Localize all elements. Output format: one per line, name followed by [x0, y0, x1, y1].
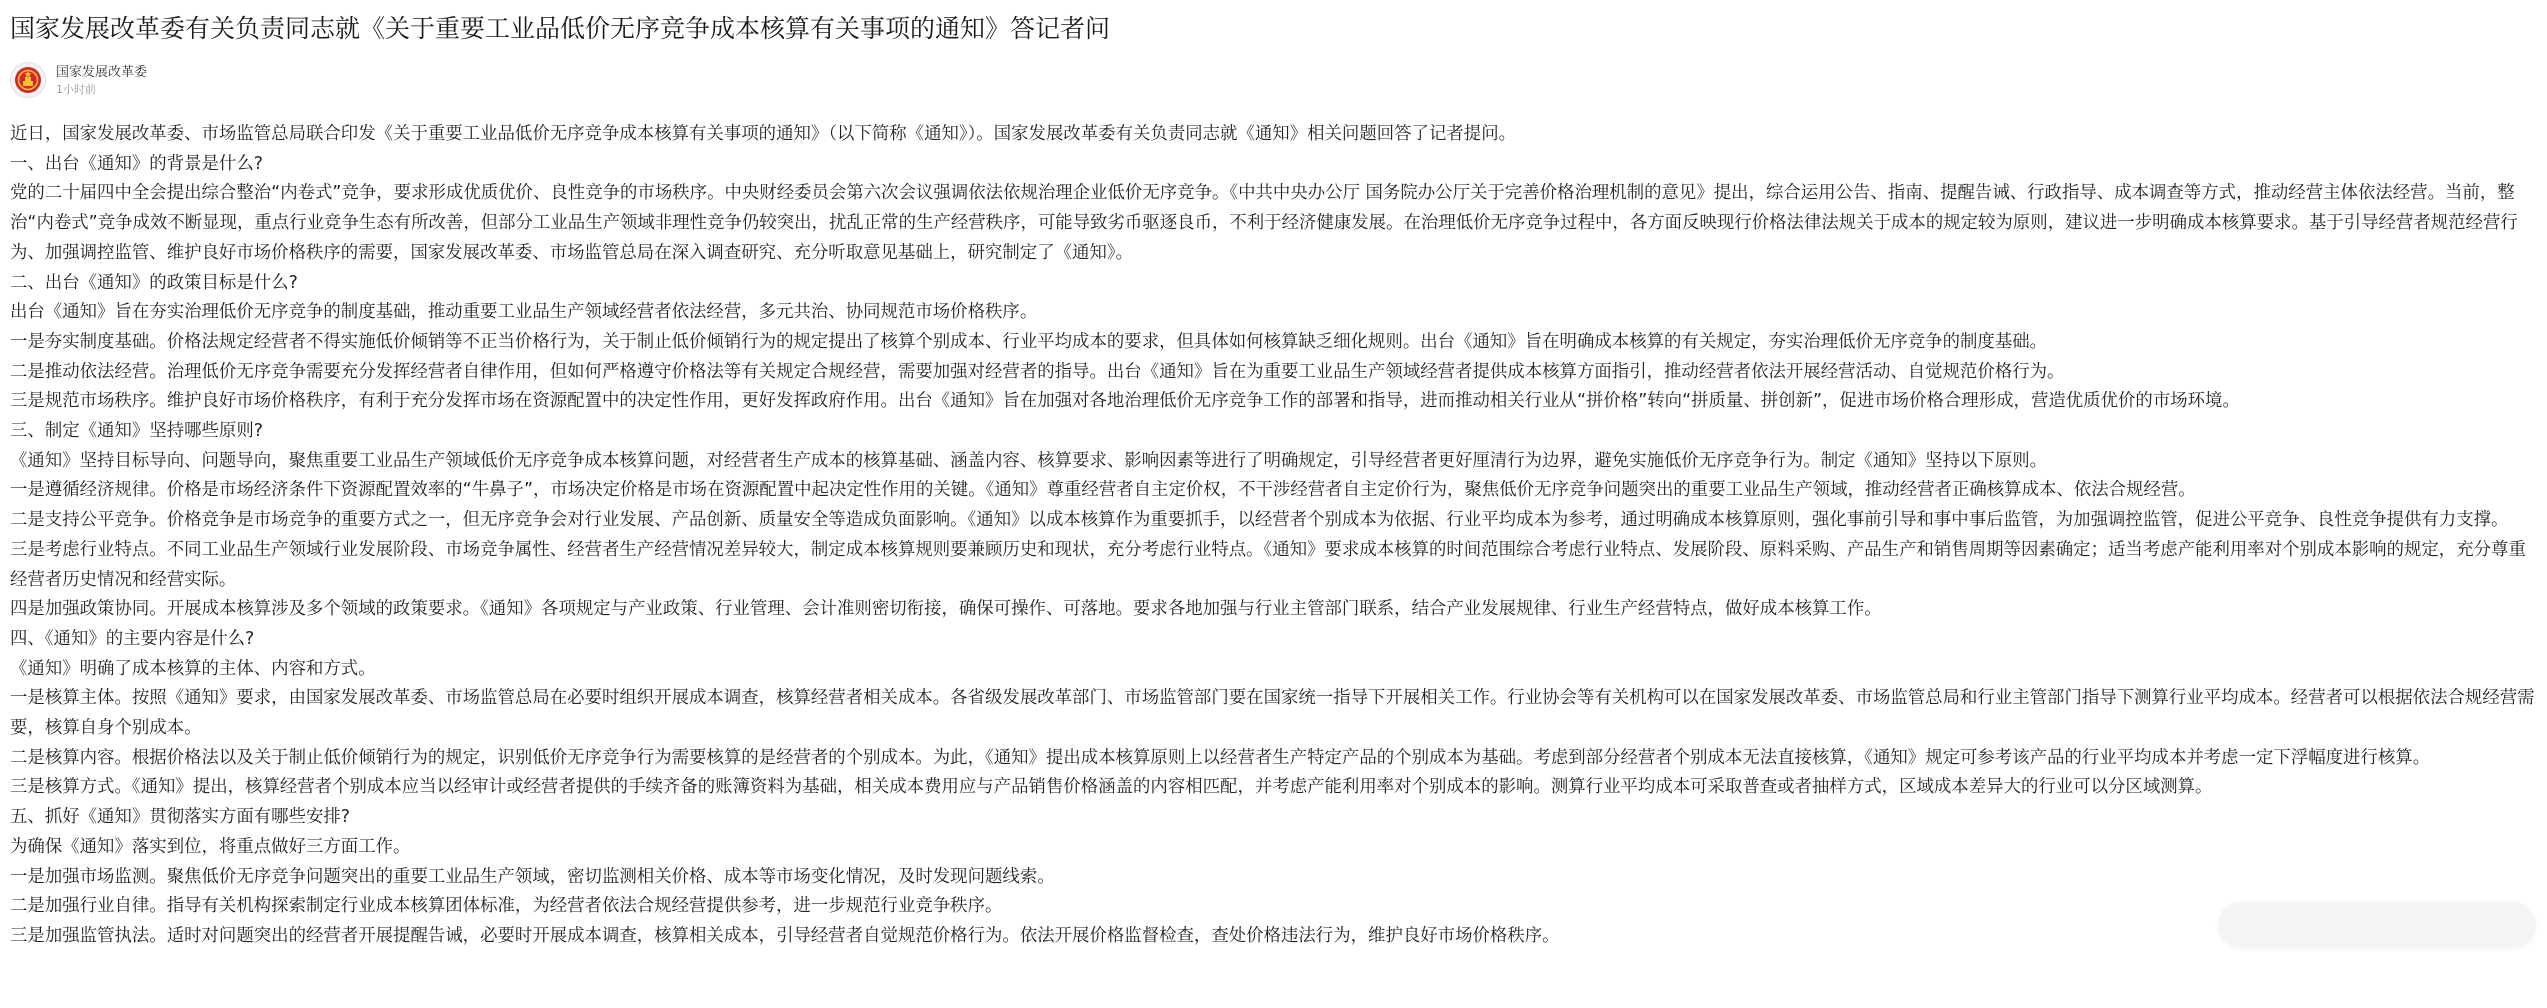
paragraph-intro: 近日，国家发展改革委、市场监管总局联合印发《关于重要工业品低价无序竞争成本核算有关事项的通知》（以下简称《通知》）。国家发展改革委有关负责同志就《通知》相关问题回答了记者提问。	[10, 124, 1517, 144]
national-emblem-icon[interactable]	[10, 62, 46, 98]
paragraph-principles-intro: 《通知》坚持目标导向、问题导向，聚焦重要工业品生产领域低价无序竞争成本核算问题，对经营者生产成本的核算基础、涵盖内容、核算要求、影响因素等进行了明确规定，引导经营者更好厘清行为边界，避免实施低价无序竞争行为。制定《通知》坚持以下原则。	[10, 450, 2048, 471]
paragraph-implementation-3: 三是加强监管执法。适时对问题突出的经营者开展提醒告诫，必要时开展成本调查，核算相关成本，引导经营者自觉规范价格行为。依法开展价格监督检查，查处价格违法行为，维护良好市场价格秩序。	[10, 925, 1560, 946]
paragraph-goal-3: 三是规范市场秩序。维护良好市场价格秩序，有利于充分发挥市场在资源配置中的决定性作用，更好发挥政府作用。出台《通知》旨在加强对各地治理低价无序竞争工作的部署和指导，进而推动相关行业从“拼价格”转向“拼质量、拼创新”，促进市场价格合理形成，营造优质优价的市场环境。	[10, 391, 2240, 412]
section-heading-3: 三、制定《通知》坚持哪些原则?	[10, 421, 264, 442]
section-heading-2: 二、出台《通知》的政策目标是什么?	[10, 272, 298, 293]
publish-time: 1小时前	[56, 82, 96, 96]
section-heading-5: 五、抓好《通知》贯彻落实方面有哪些安排?	[10, 807, 351, 828]
paragraph-content-3: 三是核算方式。《通知》提出，核算经营者个别成本应当以经审计或经营者提供的手续齐备的账簿资料为基础，相关成本费用应与产品销售价格涵盖的内容相匹配，并考虑产能利用率对个别成本的影响。测算行业平均成本可采取普查或者抽样方式，区域成本差异大的行业可以分区域测算。	[10, 777, 2213, 798]
paragraph-implementation-1: 一是加强市场监测。聚焦低价无序竞争问题突出的重要工业品生产领域，密切监测相关价格、成本等市场变化情况，及时发现问题线索。	[10, 866, 1055, 887]
author-name[interactable]: 国家发展改革委	[56, 64, 148, 80]
paragraph-implementation-intro: 为确保《通知》落实到位，将重点做好三方面工作。	[10, 836, 411, 857]
paragraph-principle-1: 一是遵循经济规律。价格是市场经济条件下资源配置效率的“牛鼻子”，市场决定价格是市场在资源配置中起决定性作用的关键。《通知》尊重经营者自主定价权，不干涉经营者自主定价行为，聚焦低价无序竞争问题突出的重要工业品生产领域，推动经营者正确核算成本、依法合规经营。	[10, 480, 2196, 501]
paragraph-principle-4: 四是加强政策协同。开展成本核算涉及多个领域的政策要求。《通知》各项规定与产业政策、行业管理、会计准则密切衔接，确保可操作、可落地。要求各地加强与行业主管部门联系，结合产业发展规律、行业生产经营特点，做好成本核算工作。	[10, 599, 1882, 620]
paragraph-content-2: 二是核算内容。根据价格法以及关于制止低价倾销行为的规定，识别低价无序竞争行为需要核算的是经营者的个别成本。为此，《通知》提出成本核算原则上以经营者生产特定产品的个别成本为基础。考虑到部分经营者个别成本无法直接核算，《通知》规定可参考该产品的行业平均成本并考虑一定下浮幅度进行核算。	[10, 747, 2431, 768]
floating-action-bar[interactable]	[2218, 902, 2536, 948]
author-meta	[56, 64, 147, 97]
paragraph-goal-2: 二是推动依法经营。治理低价无序竞争需要充分发挥经营者自律作用，但如何严格遵守价格法等有关规定合规经营，需要加强对经营者的指导。出台《通知》旨在为重要工业品生产领域经营者提供成本核算方面指引，推动经营者依法开展经营活动、自觉规范价格行为。	[10, 361, 2065, 382]
section-heading-1: 一、出台《通知》的背景是什么?	[10, 153, 264, 174]
paragraph-background: 党的二十届四中全会提出综合整治“内卷式”竞争，要求形成优质优价、良性竞争的市场秩序。中央财经委员会第六次会议强调依法依规治理企业低价无序竞争。《中共中央办公厅 国务院办公厅关于完善价格治理机制的意见》提出，综合运用公告、指南、提醒告诫、行政指导、成本调查等方式，推动经营主体依法经营。当前，整治“内卷式”竞争成效不断显现，重点行业竞争生态有所改善，但部分工业品生产领域非理性竞争仍较突出，扰乱正常的生产经营秩序，可能导致劣币驱逐良币，不利于经济健康发展。在治理低价无序竞争过程中，各方面反映现行价格法律法规关于成本的规定较为原则，建议进一步明确成本核算要求。基于引导经营者规范经营行为、加强调控监管、维护良好市场价格秩序的需要，国家发展改革委、市场监管总局在深入调查研究、充分听取意见基础上，研究制定了《通知》。	[10, 183, 2518, 263]
paragraph-principle-2: 二是支持公平竞争。价格竞争是市场竞争的重要方式之一，但无序竞争会对行业发展、产品创新、质量安全等造成负面影响。《通知》以成本核算作为重要抓手，以经营者个别成本为依据、行业平均成本为参考，通过明确成本核算原则，强化事前引导和事中事后监管，为加强调控监管，促进公平竞争、良性竞争提供有力支撑。	[10, 510, 2509, 531]
paragraph-goals-intro: 出台《通知》旨在夯实治理低价无序竞争的制度基础，推动重要工业品生产领域经营者依法经营，多元共治、协同规范市场价格秩序。	[10, 302, 1038, 323]
author-block	[10, 60, 147, 100]
paragraph-content-1: 一是核算主体。按照《通知》要求，由国家发展改革委、市场监管总局在必要时组织开展成本调查，核算经营者相关成本。各省级发展改革部门、市场监管部门要在国家统一指导下开展相关工作。行业协会等有关机构可以在国家发展改革委、市场监管总局和行业主管部门指导下测算行业平均成本。经营者可以根据依法合规经营需要，核算自身个别成本。	[10, 688, 2535, 739]
article-body	[10, 120, 2540, 952]
article-title: 国家发展改革委有关负责同志就《关于重要工业品低价无序竞争成本核算有关事项的通知》答记者问	[10, 14, 1111, 43]
paragraph-principle-3: 三是考虑行业特点。不同工业品生产领域行业发展阶段、市场竞争属性、经营者生产经营情况差异较大，制定成本核算规则要兼顾历史和现状，充分考虑行业特点。《通知》要求成本核算的时间范围综合考虑行业特点、发展阶段、原料采购、产品生产和销售周期等因素确定；适当考虑产能利用率对个别成本影响的规定，充分尊重经营者历史情况和经营实际。	[10, 539, 2526, 590]
paragraph-content-intro: 《通知》明确了成本核算的主体、内容和方式。	[10, 658, 376, 679]
paragraph-implementation-2: 二是加强行业自律。指导有关机构探索制定行业成本核算团体标准，为经营者依法合规经营提供参考，进一步规范行业竞争秩序。	[10, 896, 1003, 917]
paragraph-goal-1: 一是夯实制度基础。价格法规定经营者不得实施低价倾销等不正当价格行为，关于制止低价倾销行为的规定提出了核算个别成本、行业平均成本的要求，但具体如何核算缺乏细化规则。出台《通知》旨在明确成本核算的有关规定，夯实治理低价无序竞争的制度基础。	[10, 331, 2048, 352]
section-heading-4: 四、《通知》的主要内容是什么?	[10, 628, 255, 649]
